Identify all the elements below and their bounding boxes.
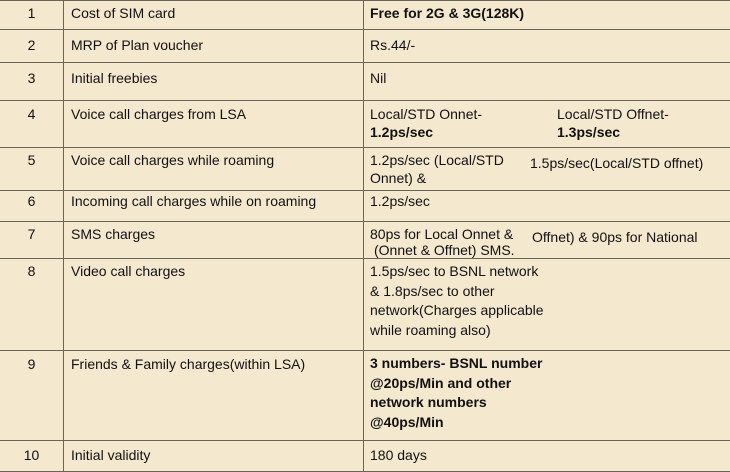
- row-number: 2: [0, 30, 64, 62]
- ff-line: @40ps/Min: [370, 413, 444, 430]
- row-number: 10: [0, 441, 64, 471]
- row-label: Voice call charges while roaming: [64, 148, 364, 190]
- ff-line: @20ps/Min and other: [370, 374, 512, 391]
- row-value: 180 days: [370, 447, 427, 463]
- roaming-onnet-line2: Onnet) &: [370, 170, 427, 186]
- onnet-label: Local/STD Onnet-: [370, 106, 483, 122]
- row-label: Voice call charges from LSA: [64, 101, 364, 147]
- row-number: 5: [0, 148, 64, 190]
- table-row: [0, 148, 730, 191]
- video-line: while roaming also): [370, 321, 491, 338]
- roaming-offnet: 1.5ps/sec(Local/STD offnet): [530, 155, 704, 171]
- row-label: Incoming call charges while on roaming: [64, 191, 364, 221]
- row-value: [364, 222, 730, 258]
- onnet-rate: 1.2ps/sec: [370, 124, 434, 140]
- row-label: Initial freebies: [64, 63, 364, 100]
- row-number: 8: [0, 259, 64, 350]
- row-value: 1.2ps/sec: [370, 193, 430, 209]
- row-value: [364, 351, 730, 440]
- roaming-onnet-line1: 1.2ps/sec (Local/STD: [370, 152, 504, 168]
- offnet-rate: 1.3ps/sec: [557, 124, 621, 140]
- ff-line: 3 numbers- BSNL number: [370, 355, 543, 371]
- row-value: [364, 148, 730, 190]
- row-number: 1: [0, 1, 64, 29]
- row-value: Free for 2G & 3G(128K): [370, 5, 525, 21]
- table-row: [0, 63, 730, 101]
- table-row: [0, 351, 730, 441]
- row-number: 9: [0, 351, 64, 440]
- table-row: [0, 222, 730, 259]
- row-label: Initial validity: [64, 441, 364, 471]
- row-number: 4: [0, 101, 64, 147]
- row-value: Nil: [370, 70, 387, 86]
- video-line: & 1.8ps/sec to other: [370, 282, 495, 299]
- video-line: 1.5ps/sec to BSNL network: [370, 263, 539, 279]
- row-label: Cost of SIM card: [64, 1, 364, 29]
- row-label: MRP of Plan voucher: [64, 30, 364, 62]
- table-row: [0, 191, 730, 222]
- table-row: [0, 441, 730, 472]
- table-row: [0, 101, 730, 148]
- table-row: [0, 259, 730, 351]
- row-value: Rs.44/-: [370, 37, 416, 53]
- row-label: Video call charges: [64, 259, 364, 350]
- offnet-label: Local/STD Offnet-: [557, 106, 669, 122]
- sms-line1a: 80ps for Local Onnet &: [370, 226, 514, 242]
- table-row: [0, 1, 730, 30]
- table-row: [0, 30, 730, 63]
- row-label: Friends & Family charges(within LSA): [64, 351, 364, 440]
- row-value: [364, 101, 730, 147]
- ff-line: network numbers: [370, 394, 487, 410]
- sms-line2: (Onnet & Offnet) SMS.: [374, 242, 515, 258]
- row-number: 6: [0, 191, 64, 221]
- row-number: 3: [0, 63, 64, 100]
- row-value: [364, 259, 730, 350]
- sms-line1b: Offnet) & 90ps for National: [532, 229, 698, 245]
- video-line: network(Charges applicable: [370, 302, 544, 318]
- row-number: 7: [0, 222, 64, 258]
- row-label: SMS charges: [64, 222, 364, 258]
